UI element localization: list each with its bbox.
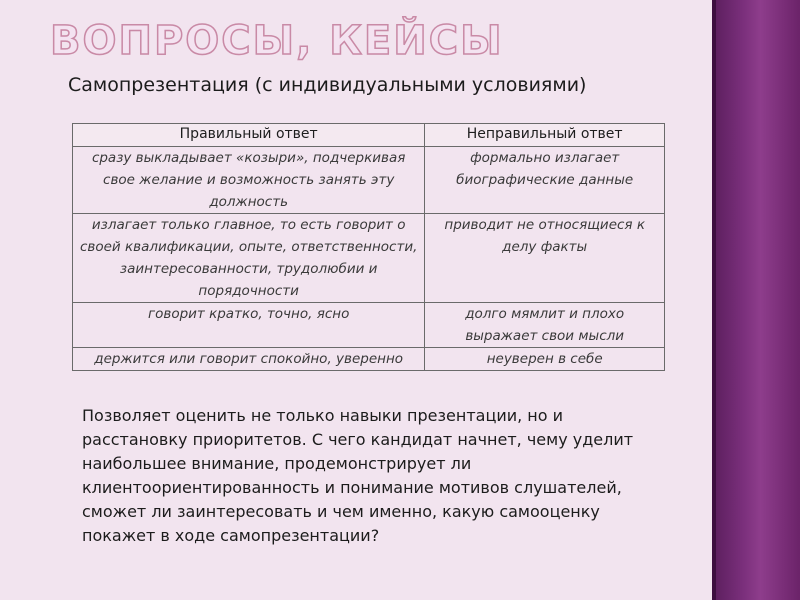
table-row xyxy=(73,214,665,303)
header-wrong-answer: Неправильный ответ xyxy=(425,124,665,147)
table-cell-correct: говорит кратко, точно, ясно xyxy=(73,303,425,348)
decorative-side-band xyxy=(712,0,800,600)
table-row xyxy=(73,348,665,371)
table-cell-wrong: неуверен в себе xyxy=(425,348,665,371)
table-header-row xyxy=(73,124,665,147)
table-cell-wrong: формально излагает биографические данные xyxy=(425,147,665,214)
table-cell-wrong: долго мямлит и плохо выражает свои мысли xyxy=(425,303,665,348)
table-cell-correct: держится или говорит спокойно, уверенно xyxy=(73,348,425,371)
table-row xyxy=(73,147,665,214)
comparison-table xyxy=(72,123,665,371)
slide-title: ВОПРОСЫ, КЕЙСЫ xyxy=(50,18,504,64)
header-correct-answer: Правильный ответ xyxy=(73,124,425,147)
table-row xyxy=(73,303,665,348)
table-cell-correct: сразу выкладывает «козыри», подчеркивая свое желание и возможность занять эту должность xyxy=(73,147,425,214)
table-cell-correct: излагает только главное, то есть говорит о своей квалификации, опыте, ответственности, заинтересованности, трудолюбии и порядочности xyxy=(73,214,425,303)
table-cell-wrong: приводит не относящиеся к делу факты xyxy=(425,214,665,303)
explanation-paragraph: Позволяет оценить не только навыки презентации, но и расстановку приоритетов. С чего кандидат начнет, чему уделит наибольшее внимание, продемонстрирует ли клиентоориентированность и понимание мотивов слушателей, сможет ли заинтересовать и чем именно, какую самооценку покажет в ходе самопрезентации? xyxy=(82,406,634,545)
slide-subtitle: Самопрезентация (с индивидуальными условиями) xyxy=(68,74,587,96)
